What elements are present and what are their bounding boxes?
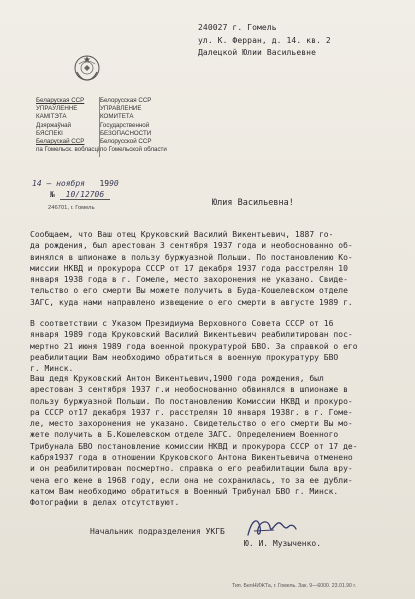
text-line: арестован 3 сентября 1937 г.и необоснованно обвинялся в шпионаже в (30, 385, 348, 395)
paragraph-3 (30, 373, 402, 509)
text-line: пользу буржуазной Польши. По постановлению Комиссии НКВД и прокуро- (30, 396, 353, 406)
header-right-line: Белорусская ССР (100, 97, 152, 104)
text-line: января 1938 года в г. Гомеле, место захоронения не указано. Свиде- (30, 275, 348, 285)
header-right-line: по Гомельской области (100, 146, 167, 154)
text-line: Ваш дедя Круковский Антон Викентьевич,1900 года рождения, был (30, 374, 324, 383)
date-year-prefix: 19 (99, 179, 110, 188)
header-left-line: Беларускай ССР (36, 138, 85, 146)
header-russian (100, 97, 176, 154)
date-year: 90 (109, 179, 119, 188)
paragraph-1 (30, 229, 402, 308)
sender-city: 246701, г. Гомель (48, 205, 95, 211)
signatory-name: Ю. И. Музыченко. (244, 539, 322, 548)
header-right-line: Белорусской ССР (100, 138, 152, 146)
header-left-line: Беларуская ССР (36, 97, 85, 104)
header-right-line: БЕЗОПАСНОСТИ (100, 129, 152, 137)
header-left-line: УПРАЎЛЕННЕ (36, 105, 78, 113)
text-line: и он реабилитирован посмертно. справка о его реабилитации была вру- (30, 464, 353, 474)
text-line: Фотографии в делах отсутствуют. (30, 498, 180, 508)
text-line: катом Вам необходимо обратиться в Военный Трибунал БВО г. Минск. (30, 486, 339, 496)
date-month: ноября (56, 179, 85, 188)
number-value: 10/12706 (60, 190, 111, 200)
header-left-line: КАМІТЭТА (36, 113, 67, 121)
text-line: да рождения, был арестован 3 сентября 1937 года и необоснованно об- (30, 241, 353, 251)
text-line: реабилитации Вам необходимо обратиться в военную прокуратуру БВО (30, 352, 339, 362)
greeting: Юлия Васильевна! (212, 198, 294, 208)
text-line: кабря1937 года в отношении Круковского Антона Викентьевича отменено (30, 453, 353, 463)
header-right-line: КОМИТЕТА (100, 113, 134, 121)
date-day: 14 (32, 179, 42, 188)
text-line: винялся в шпионаже в пользу буржуазной Польши. По постановлению Ко- (30, 252, 353, 262)
letter-date: 14 – ноября 1990 (32, 179, 119, 188)
text-line: мертно 21 июня 1989 года военной прокуратурой БВО. За справкой о его (30, 341, 358, 351)
text-line: ра СССР от17 декабря 1937 г. расстрелян 10 января 1938г. в г. Гоме- (30, 407, 353, 417)
address-line-1: 240027 г. Гомель (198, 23, 277, 32)
header-left-line: БЯСПЕКІ (36, 129, 63, 137)
text-line: В соответствии с Указом Президиума Верховного Совета СССР от 16 (30, 319, 334, 328)
header-belarusian (36, 97, 98, 154)
text-line: жете получить в Б.Кошелевском отделе ЗАГС. Определением Военного (30, 430, 339, 440)
text-line: Сообщаем, что Ваш отец Круковский Василий Викентьевич, 1887 го- (30, 230, 334, 239)
address-line-2: ул. К. Ферран, д. 14. кв. 2 (198, 35, 331, 45)
number-prefix: № (50, 190, 55, 199)
text-line: миссии НКВД и прокурора СССР от 17 декабря 1937 года расстрелян 10 (30, 263, 348, 273)
header-left-line: Дзяржаўнай (36, 121, 72, 129)
print-footer: Тип. БелНИЖТа, г. Гомель. Зак. 9—6000. 23.01.90 г. (232, 583, 357, 589)
text-line: г. Минск. (30, 364, 74, 374)
header-right-line: Государственной (100, 121, 150, 129)
header-right-line: УПРАВЛЕНИЕ (100, 105, 142, 113)
state-emblem-icon (73, 54, 101, 82)
recipient-address (198, 22, 331, 60)
text-line: тельство о его смерти Вы можете получить в Буда-Кошелевском отделе (30, 286, 348, 296)
letter-number (50, 190, 110, 199)
text-line: ЗАГС, куда нами направлено извещение о его смерти в августе 1989 г. (30, 297, 353, 307)
header-left-line: па Гомельск. вобласці (36, 146, 100, 154)
signatory-title: Начальник подразделения УКГБ (90, 527, 225, 536)
text-line: ле, место захоронения не указано. Свидетельство о его смерти Вы мо- (30, 419, 353, 429)
text-line: чена его жене в 1968 году, если она не сохранилась, то за ее дубли- (30, 475, 353, 485)
text-line: января 1989 года Круковский Василий Викентьевич реабилитирован пос- (30, 330, 353, 340)
paragraph-2 (30, 318, 402, 374)
text-line: Трибунала БВО постановление комиссии НКВД и прокурора СССР от 17 де- (30, 441, 358, 451)
address-line-3: Далецкой Юлии Васильевне (198, 48, 316, 57)
